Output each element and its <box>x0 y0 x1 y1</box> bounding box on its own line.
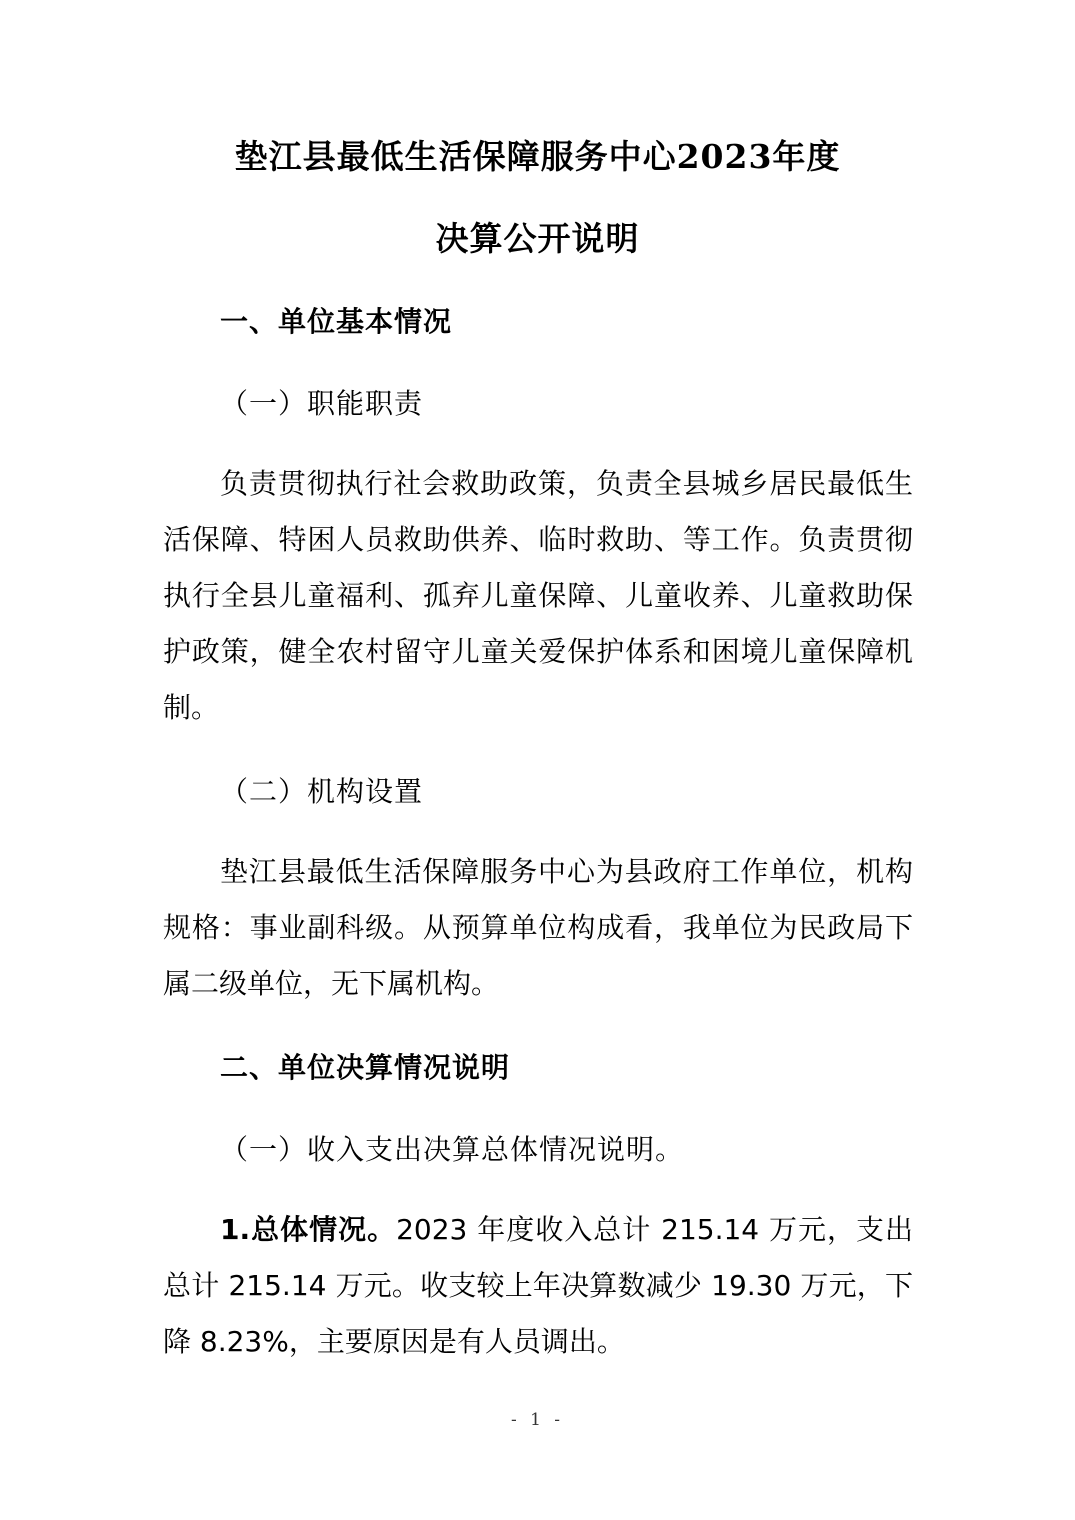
section-heading-final-accounts: 二、单位决算情况说明 <box>220 1051 511 1084</box>
subsection-heading-income-expenditure: （一）收入支出决算总体情况说明。 <box>220 1133 685 1166</box>
document-title-line1: 垫江县最低生活保障服务中心2023年度 <box>234 137 841 176</box>
paragraph-overall-text: 2023 年度收入总计 215.14 万元，支出总计 215.14 万元。收支较上年决算数减少 19.30 万元，下降 8.23%，主要原因是有人员调出。 <box>163 1213 913 1358</box>
paragraph-organization: 垫江县最低生活保障服务中心为县政府工作单位，机构规格：事业副科级。从预算单位构成看，我单位为民政局下属二级单位，无下属机构。 <box>163 855 913 1000</box>
paragraph-overall-lead: 1.总体情况。 <box>220 1213 397 1246</box>
document-title-line2: 决算公开说明 <box>435 219 640 258</box>
paragraph-overall <box>163 1202 913 1370</box>
subsection-heading-organization: （二）机构设置 <box>220 775 424 808</box>
subsection-heading-duties: （一）职能职责 <box>220 387 424 420</box>
paragraph-duties: 负责贯彻执行社会救助政策，负责全县城乡居民最低生活保障、特困人员救助供养、临时救助、等工作。负责贯彻执行全县儿童福利、孤弃儿童保障、儿童收养、儿童救助保护政策，健全农村留守儿童关爱保护体系和困境儿童保障机制。 <box>163 467 913 724</box>
section-heading-basic-info: 一、单位基本情况 <box>220 305 453 338</box>
page-number: - 1 - <box>510 1410 565 1430</box>
